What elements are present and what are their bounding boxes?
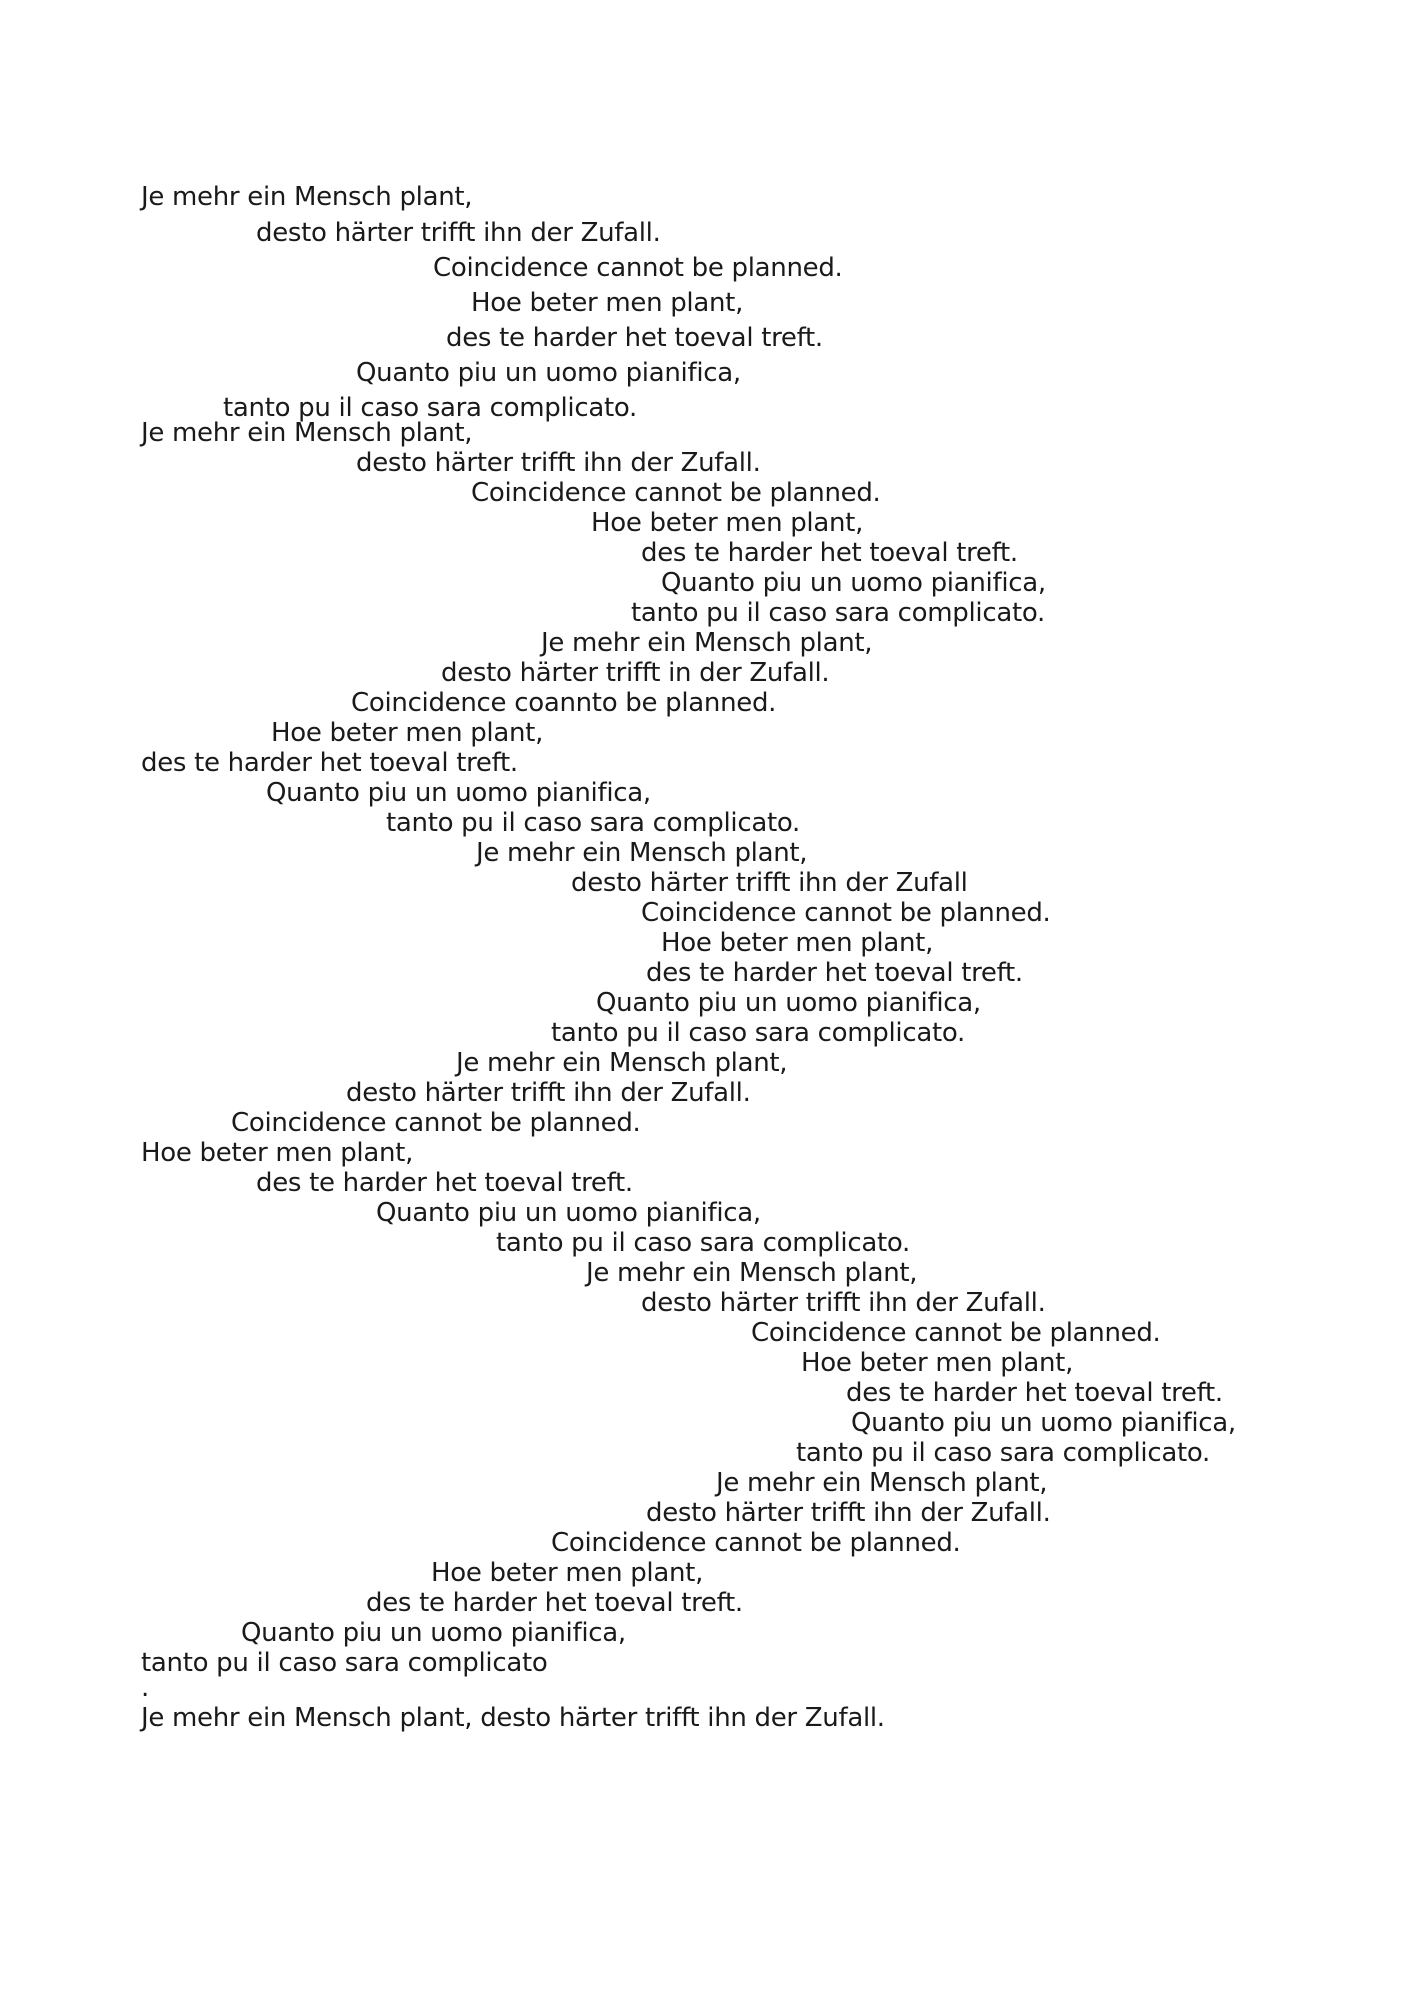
- poem-line: Quanto piu un uomo pianifica,: [241, 1618, 626, 1648]
- poem-line: Coincidence cannot be planned.: [751, 1318, 1161, 1348]
- poem-line: .: [141, 1673, 149, 1703]
- poem-line: desto härter trifft ihn der Zufall.: [641, 1288, 1046, 1318]
- poem-line: Je mehr ein Mensch plant,: [716, 1468, 1048, 1498]
- poem-line: tanto pu il caso sara complicato.: [551, 1018, 965, 1048]
- poem-line: Coincidence coannto be planned.: [351, 688, 777, 718]
- poem-line: tanto pu il caso sara complicato.: [631, 598, 1045, 628]
- poem-line: Je mehr ein Mensch plant,: [541, 628, 873, 658]
- poem-line: Hoe beter men plant,: [271, 718, 544, 748]
- poem-line: des te harder het toeval treft.: [256, 1168, 633, 1198]
- poem-line: Quanto piu un uomo pianifica,: [661, 568, 1046, 598]
- poem-line: desto härter trifft ihn der Zufall.: [356, 448, 761, 478]
- poem-line: Coincidence cannot be planned.: [471, 478, 881, 508]
- poem-line: Coincidence cannot be planned.: [231, 1108, 641, 1138]
- poem-line: Quanto piu un uomo pianifica,: [266, 778, 651, 808]
- poem-line: Coincidence cannot be planned.: [551, 1528, 961, 1558]
- poem-line: desto härter trifft in der Zufall.: [441, 658, 830, 688]
- poem-line: Quanto piu un uomo pianifica,: [596, 988, 981, 1018]
- poem-line: des te harder het toeval treft.: [446, 323, 823, 353]
- poem-line: tanto pu il caso sara complicato.: [223, 393, 637, 423]
- poem-line: tanto pu il caso sara complicato.: [386, 808, 800, 838]
- poem-line: Hoe beter men plant,: [661, 928, 934, 958]
- poem-line: Quanto piu un uomo pianifica,: [376, 1198, 761, 1228]
- poem-line: tanto pu il caso sara complicato.: [796, 1438, 1210, 1468]
- poem-line: Quanto piu un uomo pianifica,: [356, 358, 741, 388]
- poem-line: Hoe beter men plant,: [431, 1558, 704, 1588]
- poem-line: Je mehr ein Mensch plant,: [586, 1258, 918, 1288]
- poem-line: desto härter trifft ihn der Zufall.: [346, 1078, 751, 1108]
- poem-line: des te harder het toeval treft.: [366, 1588, 743, 1618]
- poem-line: Coincidence cannot be planned.: [433, 253, 843, 283]
- poem-line: tanto pu il caso sara complicato.: [496, 1228, 910, 1258]
- poem-line: desto härter trifft ihn der Zufall.: [646, 1498, 1051, 1528]
- poem-line: desto härter trifft ihn der Zufall.: [256, 218, 661, 248]
- poem-line: Hoe beter men plant,: [471, 288, 744, 318]
- poem-line: Je mehr ein Mensch plant,: [141, 182, 473, 212]
- poem-line: des te harder het toeval treft.: [846, 1378, 1223, 1408]
- poem-line: des te harder het toeval treft.: [641, 538, 1018, 568]
- poem-line: Hoe beter men plant,: [591, 508, 864, 538]
- poem-line: Hoe beter men plant,: [801, 1348, 1074, 1378]
- poem-line: Je mehr ein Mensch plant, desto härter trifft ihn der Zufall.: [141, 1703, 885, 1733]
- poem-line: Je mehr ein Mensch plant,: [141, 418, 473, 448]
- poem-line: Coincidence cannot be planned.: [641, 898, 1051, 928]
- poem-line: Hoe beter men plant,: [141, 1138, 414, 1168]
- poem-line: Je mehr ein Mensch plant,: [476, 838, 808, 868]
- poem-line: Je mehr ein Mensch plant,: [456, 1048, 788, 1078]
- poem-line: des te harder het toeval treft.: [141, 748, 518, 778]
- poem-line: Quanto piu un uomo pianifica,: [851, 1408, 1236, 1438]
- poem-line: desto härter trifft ihn der Zufall: [571, 868, 968, 898]
- poem-line: tanto pu il caso sara complicato: [141, 1648, 548, 1678]
- poem-line: des te harder het toeval treft.: [646, 958, 1023, 988]
